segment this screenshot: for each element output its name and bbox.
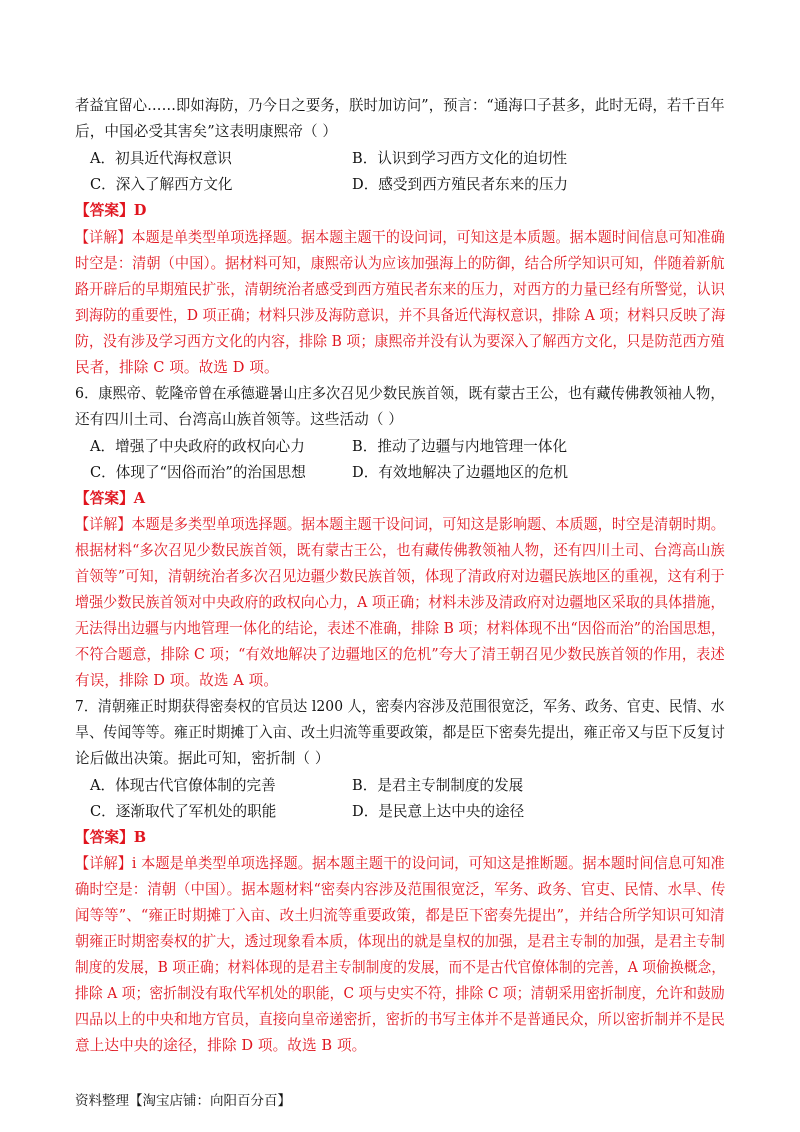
- q5-stem-line-2: 后，中国必受其害矣”这表明康熙帝（ ）: [75, 123, 338, 140]
- q6-detail-line-4: 增强少数民族首领对中央政府的政权向心力，A 项正确；材料未涉及清政府对边疆地区采取的具体措施，: [75, 594, 725, 611]
- q6-detail-line-5: 无法得出边疆与内地管理一体化的结论，表述不准确，排除 B 项；材料体现不出“因俗而治”的治国思想，: [75, 620, 725, 637]
- q7-detail-line-1: 【详解】i 本题是单类型单项选择题。据本题主题干的设问词，可知这是推断题。据本题时间信息可知准: [75, 855, 725, 872]
- q7-detail-line-2: 确时空是：清朝（中国）。据本题材料“密奏内容涉及范围很宽泛，军务、政务、官吏、民情、水旱、传: [75, 881, 726, 898]
- q7-detail-line-5: 制度的发展，B 项正确；材料体现的是君主专制制度的发展，而不是古代官僚体制的完善，A 项偷换概念，: [75, 959, 726, 976]
- q6-option-b: B．推动了边疆与内地管理一体化: [352, 438, 568, 455]
- q6-detail-line-1: 【详解】本题是多类型单项选择题。据本题主题干设问词，可知这是影响题、本质题，时空是清朝时期。: [75, 516, 725, 533]
- q7-detail-line-8: 意上达中央的途径，排除 D 项。故选 B 项。: [75, 1037, 367, 1054]
- q5-detail-line-4: 到海防的重要性，D 项正确；材料只涉及海防意识，并不具备近代海权意识，排除 A 项；材料只反映了海: [75, 307, 726, 324]
- q5-detail-line-1: 【详解】本题是单类型单项选择题。据本题主题干的设问词，可知这是本质题。据本题时间信息可知准确: [75, 229, 725, 246]
- page-footer: 资料整理【淘宝店铺：向阳百分百】: [75, 1093, 291, 1109]
- q5-answer: 【答案】D: [75, 202, 147, 219]
- q6-detail-line-7: 有误，排除 D 项。故选 A 项。: [75, 672, 279, 689]
- q7-answer: 【答案】B: [75, 829, 147, 846]
- q6-option-d: D．有效地解决了边疆地区的危机: [352, 464, 569, 481]
- q6-detail-line-3: 首领等”可知，清朝统治者多次召见边疆少数民族首领，体现了清政府对边疆民族地区的重视，这有利于: [75, 568, 725, 585]
- q5-detail-line-3: 路开辟后的早期殖民扩张，清朝统治者感受到西方殖民者东来的压力，对西方的力量已经有所警觉，认识: [75, 281, 725, 298]
- q6-detail-line-2: 根据材料“多次召见少数民族首领，既有蒙古王公，也有藏传佛教领袖人物，还有四川土司、台湾高山族: [75, 542, 725, 559]
- q5-option-c: C．深入了解西方文化: [90, 176, 233, 193]
- q7-detail-line-6: 排除 A 项；密折制没有取代军机处的职能，C 项与史实不符，排除 C 项；清朝采用密折制度，允许和鼓励: [75, 985, 725, 1002]
- q5-option-b: B．认识到学习西方文化的迫切性: [352, 150, 568, 167]
- q6-answer: 【答案】A: [75, 490, 146, 507]
- q5-stem-line-1: 者益宜留心……即如海防，乃今日之要务，朕时加访问”，预言：“通海口子甚多，此时无碍，若千百年: [75, 97, 725, 114]
- q6-detail-line-6: 不符合题意，排除 C 项；“有效地解决了边疆地区的危机”夸大了清王朝召见少数民族首领的作用，表述: [75, 646, 725, 663]
- q5-option-d: D．感受到西方殖民者东来的压力: [352, 176, 569, 193]
- q5-detail-line-6: 民者，排除 C 项。故选 D 项。: [75, 359, 279, 376]
- q5-detail-line-5: 防，没有涉及学习西方文化的内容，排除 B 项；康熙帝并没有认为要深入了解西方文化，只是防范西方殖: [75, 333, 725, 350]
- q7-stem-line-2: 旱、传闻等等。雍正时期摊丁入亩、改土归流等重要政策，都是臣下密奏先提出，雍正帝又与臣下反复讨: [75, 724, 725, 741]
- q7-stem-line-3: 论后做出决策。据此可知，密折制（ ）: [75, 750, 330, 767]
- q7-option-d: D．是民意上达中央的途径: [352, 803, 525, 820]
- q6-stem-line-2: 还有四川土司、台湾高山族首领等。这些活动（ ）: [75, 411, 404, 428]
- q5-option-a: A．初具近代海权意识: [90, 150, 232, 167]
- q6-option-a: A．增强了中央政府的政权向心力: [90, 438, 305, 455]
- q7-stem-line-1: 7．清朝雍正时期获得密奏权的官员达 l200 人，密奏内容涉及范围很宽泛，军务、政务、官吏、民情、水: [75, 698, 725, 715]
- q7-detail-line-3: 闻等等”、“雍正时期摊丁入亩、改土归流等重要政策，都是臣下密奏先提出”，并结合所学知识可知清: [75, 907, 725, 924]
- q5-detail-line-2: 时空是：清朝（中国）。据材料可知，康熙帝认为应该加强海上的防御，结合所学知识可知，伴随着新航: [75, 255, 725, 272]
- q7-option-c: C．逐渐取代了军机处的职能: [90, 803, 277, 820]
- q7-detail-line-4: 朝雍正时期密奏权的扩大，透过现象看本质，体现出的就是皇权的加强，是君主专制的加强，是君主专制: [75, 933, 725, 950]
- q7-option-b: B．是君主专制制度的发展: [352, 777, 524, 794]
- q7-detail-line-7: 四品以上的中央和地方官员，直接向皇帝递密折，密折的书写主体并不是普通民众，所以密折制并不是民: [75, 1011, 725, 1028]
- q6-stem-line-1: 6．康熙帝、乾隆帝曾在承德避暑山庄多次召见少数民族首领，既有蒙古王公，也有藏传佛教领袖人物，: [75, 385, 725, 402]
- q6-option-c: C．体现了“因俗而治”的治国思想: [90, 464, 306, 481]
- q7-option-a: A．体现古代官僚体制的完善: [90, 777, 276, 794]
